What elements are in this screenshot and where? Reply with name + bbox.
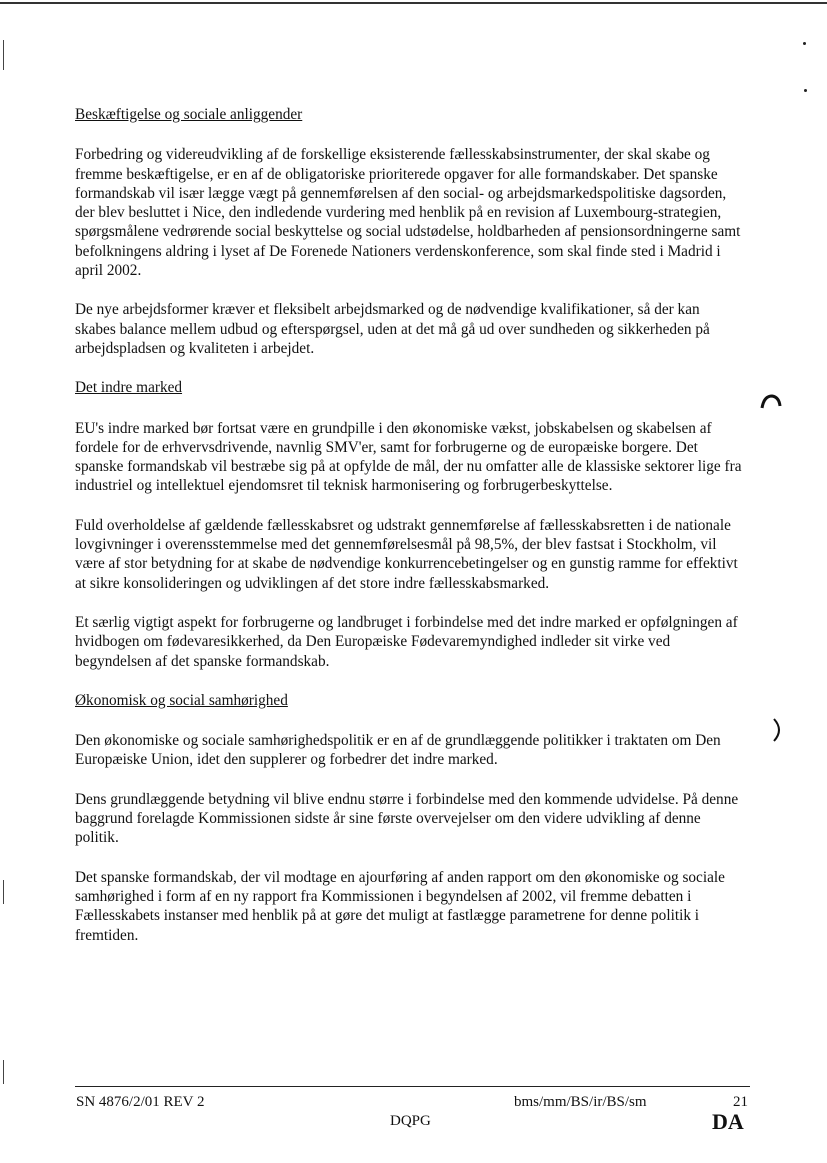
paragraph: EU's indre marked bør fortsat være en grundpille i den økonomiske vækst, jobskabelsen og skabelsen af fordele for de erhvervsdrivende, navnlig SMV'er, samt for forbrugerne og de europæiske borgere. Det spanske formandskab vil bestræbe sig på at opfylde de mål, der nu omfatter alle de klassiske sektorer lige fra industriel og intellektuel ejendomsret til teknisk harmonisering og forbrugerbeskyttelse. [75,419,742,495]
section-cohesion [75,691,743,945]
paragraph: Forbedring og videreudvikling af de forskellige eksisterende fællesskabsinstrumenter, der skal skabe og fremme beskæftigelse, er en af de obligatoriske prioriterede opgaver for alle formandskaber. Det spanske formandskab vil især lægge vægt på gennemførelsen af den social- og arbejdsmarkedspolitiske dagsorden, der blev besluttet i Nice, den indledende vurdering med henblik på en revision af Luxembourg-strategien, spørgsmålene vedrørende social beskyttelse og social udstødelse, holdbarheden af pensionsordningerne samt befolkningens aldring i lyset af De Forenede Nationers verdenskonference, som skal finde sted i Madrid i april 2002. [75,146,741,280]
scan-edge-mark [3,880,4,904]
paragraph: Fuld overholdelse af gældende fællesskabsret og udstrakt gennemførelse af fællesskabsretten i de nationale lovgivninger i overensstemmelse med det gennemførelsesmål på 98,5%, der blev fastsat i Stockholm, vil være af stor betydning for at skabe de nødvendige konkurrencebetingelser og en gunstig ramme for effektivt at sikre konsolideringen og udviklingen af det store indre fællesskabsmarked. [75,516,738,592]
scan-edge-mark [3,1060,4,1084]
footer-divider [75,1086,750,1087]
section-heading: Beskæftigelse og sociale anliggender [75,106,303,123]
section-internal-market [75,378,743,671]
paragraph: Et særlig vigtigt aspekt for forbrugerne og landbruget i forbindelse med det indre marked er opfølgningen af hvidbogen om fødevaresikkerhed, da Den Europæiske Fødevaremyndighed indleder sit virke ved begyndelsen af det spanske formandskab. [75,613,738,670]
paragraph: Den økonomiske og sociale samhørighedspolitik er en af de grundlæggende politikker i traktaten om Den Europæiske Union, idet den supplerer og forbedrer det indre marked. [75,732,721,769]
department-code: DQPG [390,1113,431,1129]
scan-edge-mark [3,40,4,70]
document-reference: SN 4876/2/01 REV 2 [76,1094,205,1110]
section-heading: Det indre marked [75,379,183,397]
paragraph: Dens grundlæggende betydning vil blive endnu større i forbindelse med den kommende udvidelse. På denne baggrund forelagde Kommissionen sidste år sine første overvejelser om den videre udvikling af denne politik. [75,790,739,847]
document-body [75,105,743,965]
author-initials: bms/mm/BS/ir/BS/sm [514,1094,647,1110]
hole-punch-mark [760,392,782,414]
paragraph: De nye arbejdsformer kræver et fleksibelt arbejdsmarked og de nødvendige kvalifikationer, så der kan skabes balance mellem udbud og efterspørgsel, uden at det må gå ud over sundheden og sikkerheden på arbejdspladsen og kvaliteten i arbejdet. [75,301,710,357]
scan-speck [804,89,807,92]
scan-speck [803,42,806,45]
paragraph: Det spanske formandskab, der vil modtage en ajourføring af anden rapport om den økonomiske og sociale samhørighed i form af en ny rapport fra Kommissionen i begyndelsen af 2002, vil fremme debatten i Fællesskabets instanser med henblik på at gøre det muligt at fastlægge parametrene for denne politik i fremtiden. [75,868,725,944]
section-heading: Økonomisk og social samhørighed [75,691,288,709]
section-employment [75,105,743,358]
top-border-line [0,2,827,4]
language-code: DA [712,1109,744,1134]
page-number: 21 [733,1094,748,1110]
hole-punch-mark [766,716,788,744]
